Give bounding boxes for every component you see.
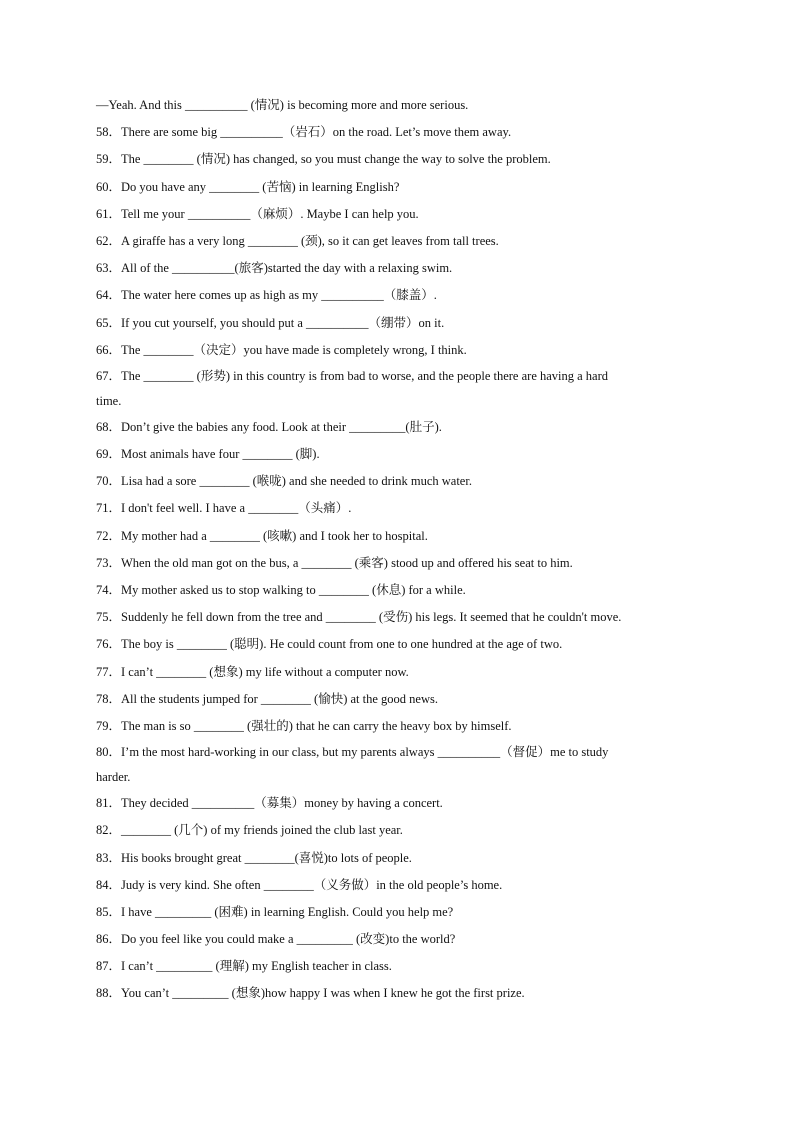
exercise-line: 88．You can’t _________ (想象)how happy I was when I knew he got the first prize. xyxy=(96,986,525,1001)
exercise-line: 66．The ________（决定）you have made is completely wrong, I think. xyxy=(96,342,467,357)
exercise-line: 87．I can’t _________ (理解) my English teacher in class. xyxy=(96,959,392,974)
exercise-list xyxy=(96,92,706,1008)
exercise-line: 68．Don’t give the babies any food. Look at their _________(肚子). xyxy=(96,419,442,434)
exercise-line: 80．I’m the most hard-working in our class, but my parents always __________（督促）me to study xyxy=(96,745,609,760)
exercise-line: 70．Lisa had a sore ________ (喉咙) and she needed to drink much water. xyxy=(96,474,472,489)
exercise-line-continuation: harder. xyxy=(96,770,131,785)
exercise-line: 86．Do you feel like you could make a _________ (改变)to the world? xyxy=(96,932,456,947)
exercise-line: 74．My mother asked us to stop walking to ________ (休息) for a while. xyxy=(96,583,466,597)
exercise-line: 82．________ (几个) of my friends joined the club last year. xyxy=(96,823,403,838)
exercise-line: 62．A giraffe has a very long ________ (颈), so it can get leaves from tall trees. xyxy=(96,233,499,248)
exercise-line: 76．The boy is ________ (聪明). He could count from one to one hundred at the age of two. xyxy=(96,637,563,652)
exercise-line: 67．The ________ (形势) in this country is from bad to worse, and the people there are having a hard xyxy=(96,368,609,383)
exercise-line: 75．Suddenly he fell down from the tree and ________ (受伤) his legs. It seemed that he couldn't move. xyxy=(96,610,622,625)
exercise-line: 65．If you cut yourself, you should put a __________（绷带）on it. xyxy=(96,315,445,330)
exercise-line: 63．All of the __________(旅客)started the day with a relaxing swim. xyxy=(96,261,453,276)
exercise-line: 84．Judy is very kind. She often ________（义务做）in the old people’s home. xyxy=(96,877,503,892)
exercise-line: 79．The man is so ________ (强壮的) that he can carry the heavy box by himself. xyxy=(96,718,512,733)
exercise-line: 69．Most animals have four ________ (脚). xyxy=(96,447,320,462)
exercise-line: 71．I don't feel well. I have a ________（头痛）. xyxy=(96,501,352,516)
exercise-line: 64．The water here comes up as high as my __________（膝盖）. xyxy=(96,288,437,303)
exercise-line: 85．I have _________ (困难) in learning English. Could you help me? xyxy=(96,904,454,919)
exercise-line: —Yeah. And this __________ (情况) is becoming more and more serious. xyxy=(96,98,469,112)
exercise-line: 72．My mother had a ________ (咳嗽) and I took her to hospital. xyxy=(96,528,428,543)
exercise-line: 81．They decided __________（募集）money by having a concert. xyxy=(96,796,443,811)
exercise-line: 77．I can’t ________ (想象) my life without a computer now. xyxy=(96,664,409,679)
exercise-line: 73．When the old man got on the bus, a ________ (乘客) stood up and offered his seat to him. xyxy=(96,555,573,570)
exercise-line: 60．Do you have any ________ (苦恼) in learning English? xyxy=(96,179,400,194)
exercise-line: 83．His books brought great ________(喜悦)to lots of people. xyxy=(96,850,412,865)
exercise-line-continuation: time. xyxy=(96,393,122,408)
exercise-line: 59．The ________ (情况) has changed, so you must change the way to solve the problem. xyxy=(96,152,551,167)
exercise-line: 58．There are some big __________（岩石）on the road. Let’s move them away. xyxy=(96,125,512,140)
exercise-line: 78．All the students jumped for ________ (愉快) at the good news. xyxy=(96,691,438,706)
exercise-line: 61．Tell me your __________（麻烦）. Maybe I can help you. xyxy=(96,206,419,221)
